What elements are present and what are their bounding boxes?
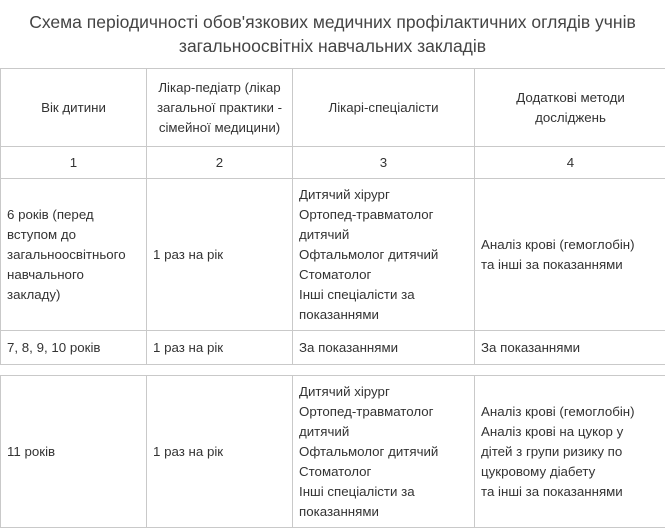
age-cell: 6 років (перед вступом до загальноосвітнього навчального закладу) — [1, 179, 147, 331]
header-specialists: Лікарі-спеціалісти — [293, 69, 475, 147]
specialists-cell: Дитячий хірург Ортопед-травматолог дитячий Офтальмолог дитячий Стоматолог Інші спеціалісти за показаннями — [293, 179, 475, 331]
specialists-cell: Дитячий хірург Ортопед-травматолог дитячий Офтальмолог дитячий Стоматолог Інші спеціалісти за показаннями — [293, 376, 475, 528]
header-pediatrician: Лікар-педіатр (лікар загальної практики - сімейної медицини) — [147, 69, 293, 147]
table-row — [1, 331, 665, 365]
title-line: загальноосвітніх навчальних закладів — [0, 34, 665, 58]
pediatrician-cell: 1 раз на рік — [147, 376, 293, 528]
number-row — [1, 147, 665, 179]
specialists-cell: За показаннями — [293, 331, 475, 365]
column-number: 2 — [147, 147, 293, 179]
methods-cell: Аналіз крові (гемоглобін) та інші за показаннями — [475, 179, 665, 331]
page-title — [0, 10, 665, 58]
header-row — [1, 69, 665, 147]
checkup-schedule-table-continued — [0, 375, 665, 528]
pediatrician-cell: 1 раз на рік — [147, 179, 293, 331]
age-cell: 7, 8, 9, 10 років — [1, 331, 147, 365]
age-cell: 11 років — [1, 376, 147, 528]
methods-cell: Аналіз крові (гемоглобін) Аналіз крові на цукор у дітей з групи ризику по цукровому діабету та інші за показаннями — [475, 376, 665, 528]
title-line: Схема періодичності обов'язкових медичних профілактичних оглядів учнів — [0, 10, 665, 34]
table-row — [1, 376, 665, 528]
column-number: 1 — [1, 147, 147, 179]
header-methods: Додаткові методи досліджень — [475, 69, 665, 147]
header-age: Вік дитини — [1, 69, 147, 147]
pediatrician-cell: 1 раз на рік — [147, 331, 293, 365]
column-number: 4 — [475, 147, 665, 179]
methods-cell: За показаннями — [475, 331, 665, 365]
column-number: 3 — [293, 147, 475, 179]
table-row — [1, 179, 665, 331]
checkup-schedule-table — [0, 68, 665, 365]
